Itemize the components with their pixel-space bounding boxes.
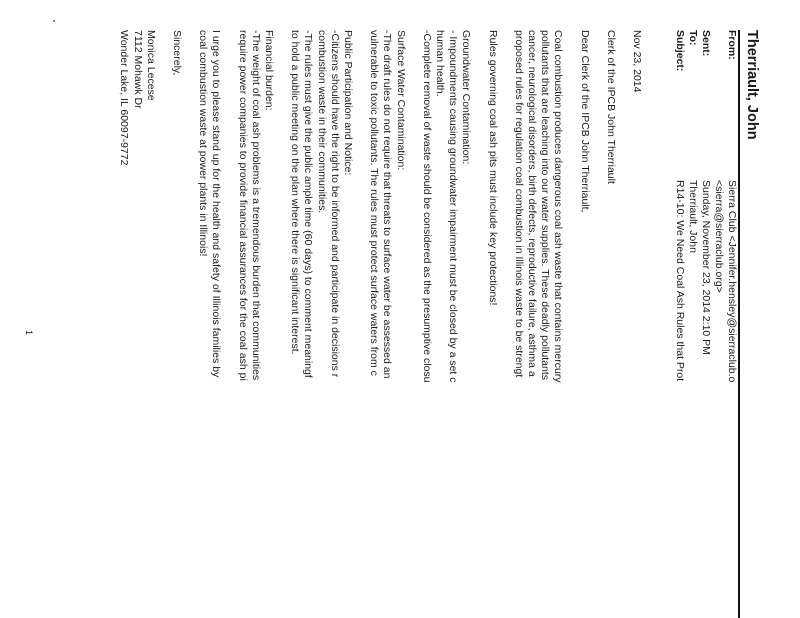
letter-recipient: Clerk of the IPCB John Therriault — [604, 30, 617, 184]
sent-value: Sunday, November 23, 2014 2:10 PM — [700, 180, 712, 355]
scan-speck — [53, 20, 55, 22]
surface-water-section — [367, 30, 407, 618]
signature-block — [117, 30, 157, 618]
to-row — [686, 30, 699, 618]
section-line: -The weight of coal ash problems is a tremendous burden that communities — [249, 30, 262, 381]
section-line: require power companies to provide financial assurances for the coal ash pi — [236, 30, 249, 381]
from-label: From: — [726, 30, 738, 60]
from-row — [725, 30, 738, 618]
signature-city: Wonder Lake, IL 60097-9772 — [118, 30, 131, 166]
section-line: -The draft rules do not require that threats to surface water be assessed an — [381, 30, 394, 379]
page-number: 1 — [24, 330, 34, 336]
email-title: Therriault, John — [744, 30, 760, 140]
rules-line: Rules governing coal ash pits must include key protections! — [486, 30, 499, 306]
letter-date: Nov 23, 2014 — [631, 30, 643, 93]
title-divider — [738, 30, 740, 618]
signoff: Sincerely, — [170, 30, 183, 76]
sent-row — [699, 30, 712, 618]
section-heading: Financial burden: — [262, 30, 275, 111]
section-line: -Complete removal of waste should be considered as the presumptive closu — [420, 30, 433, 383]
signature-name: Monica Lecese — [144, 30, 157, 101]
intro-paragraph — [512, 30, 565, 618]
closing-paragraph — [196, 30, 222, 618]
section-heading: Surface Water Contamination: — [394, 30, 407, 171]
section-line: to hold a public meeting on the plan where there is significant interest. — [289, 30, 302, 355]
letter-salutation: Dear Clerk of the IPCB John Therriault, — [578, 30, 591, 213]
subject-label: Subject: — [674, 30, 686, 72]
section-line: - Impoundments causing groundwater impairment must be closed by a set c — [447, 30, 460, 383]
section-heading: Groundwater Contamination: — [460, 30, 473, 165]
from-label-continued — [712, 30, 725, 180]
public-participation-section — [288, 30, 354, 618]
intro-line: cancer, neurological disorders, birth defects, reproductive failure, asthma a — [525, 30, 538, 377]
closing-line: I urge you to please stand up for the health and safety of Illinois families by — [210, 30, 223, 378]
financial-section — [235, 30, 275, 618]
to-label: To: — [687, 30, 699, 46]
signature-street: 7112 Mohawk Dr — [131, 30, 144, 109]
groundwater-section — [420, 30, 473, 618]
intro-line: proposed rules for regulation coal combustion in Illinois waste to be strengt — [512, 30, 525, 378]
subject-row — [673, 30, 686, 618]
section-line: human health. — [433, 30, 446, 97]
email-content — [117, 30, 738, 618]
sent-label: Sent: — [700, 30, 712, 57]
from-email-value: <sierra@sierraclub.org> — [713, 180, 725, 293]
section-line: -Citizens should have the right to be informed and participate in decisions r — [328, 30, 341, 378]
section-line: combustion waste in their communities. — [315, 30, 328, 214]
intro-line: pollutants that are leaching into our water supplies. These deadly pollutants — [539, 30, 552, 381]
from-value: Sierra Club <Jennifer.hensley@sierraclub.o — [726, 180, 738, 383]
intro-line: Coal combustion produces dangerous coal ash waste that contains mercury — [552, 30, 565, 383]
section-line: -The rules must give the public ample time (60 days) to comment meaningf — [302, 30, 315, 378]
closing-line: coal combustion waste at power plants in Illinois! — [197, 30, 210, 257]
section-heading: Public Participation and Notice: — [341, 30, 354, 176]
subject-value: R14-10: We Need Coal Ash Rules that Prot — [674, 180, 686, 382]
email-header — [673, 30, 738, 618]
to-value: Therriault, John — [687, 180, 699, 253]
section-line: vulnerable to toxic pollutants. The rules must protect surface waters from c — [368, 30, 381, 376]
from-row-continued — [712, 30, 725, 618]
